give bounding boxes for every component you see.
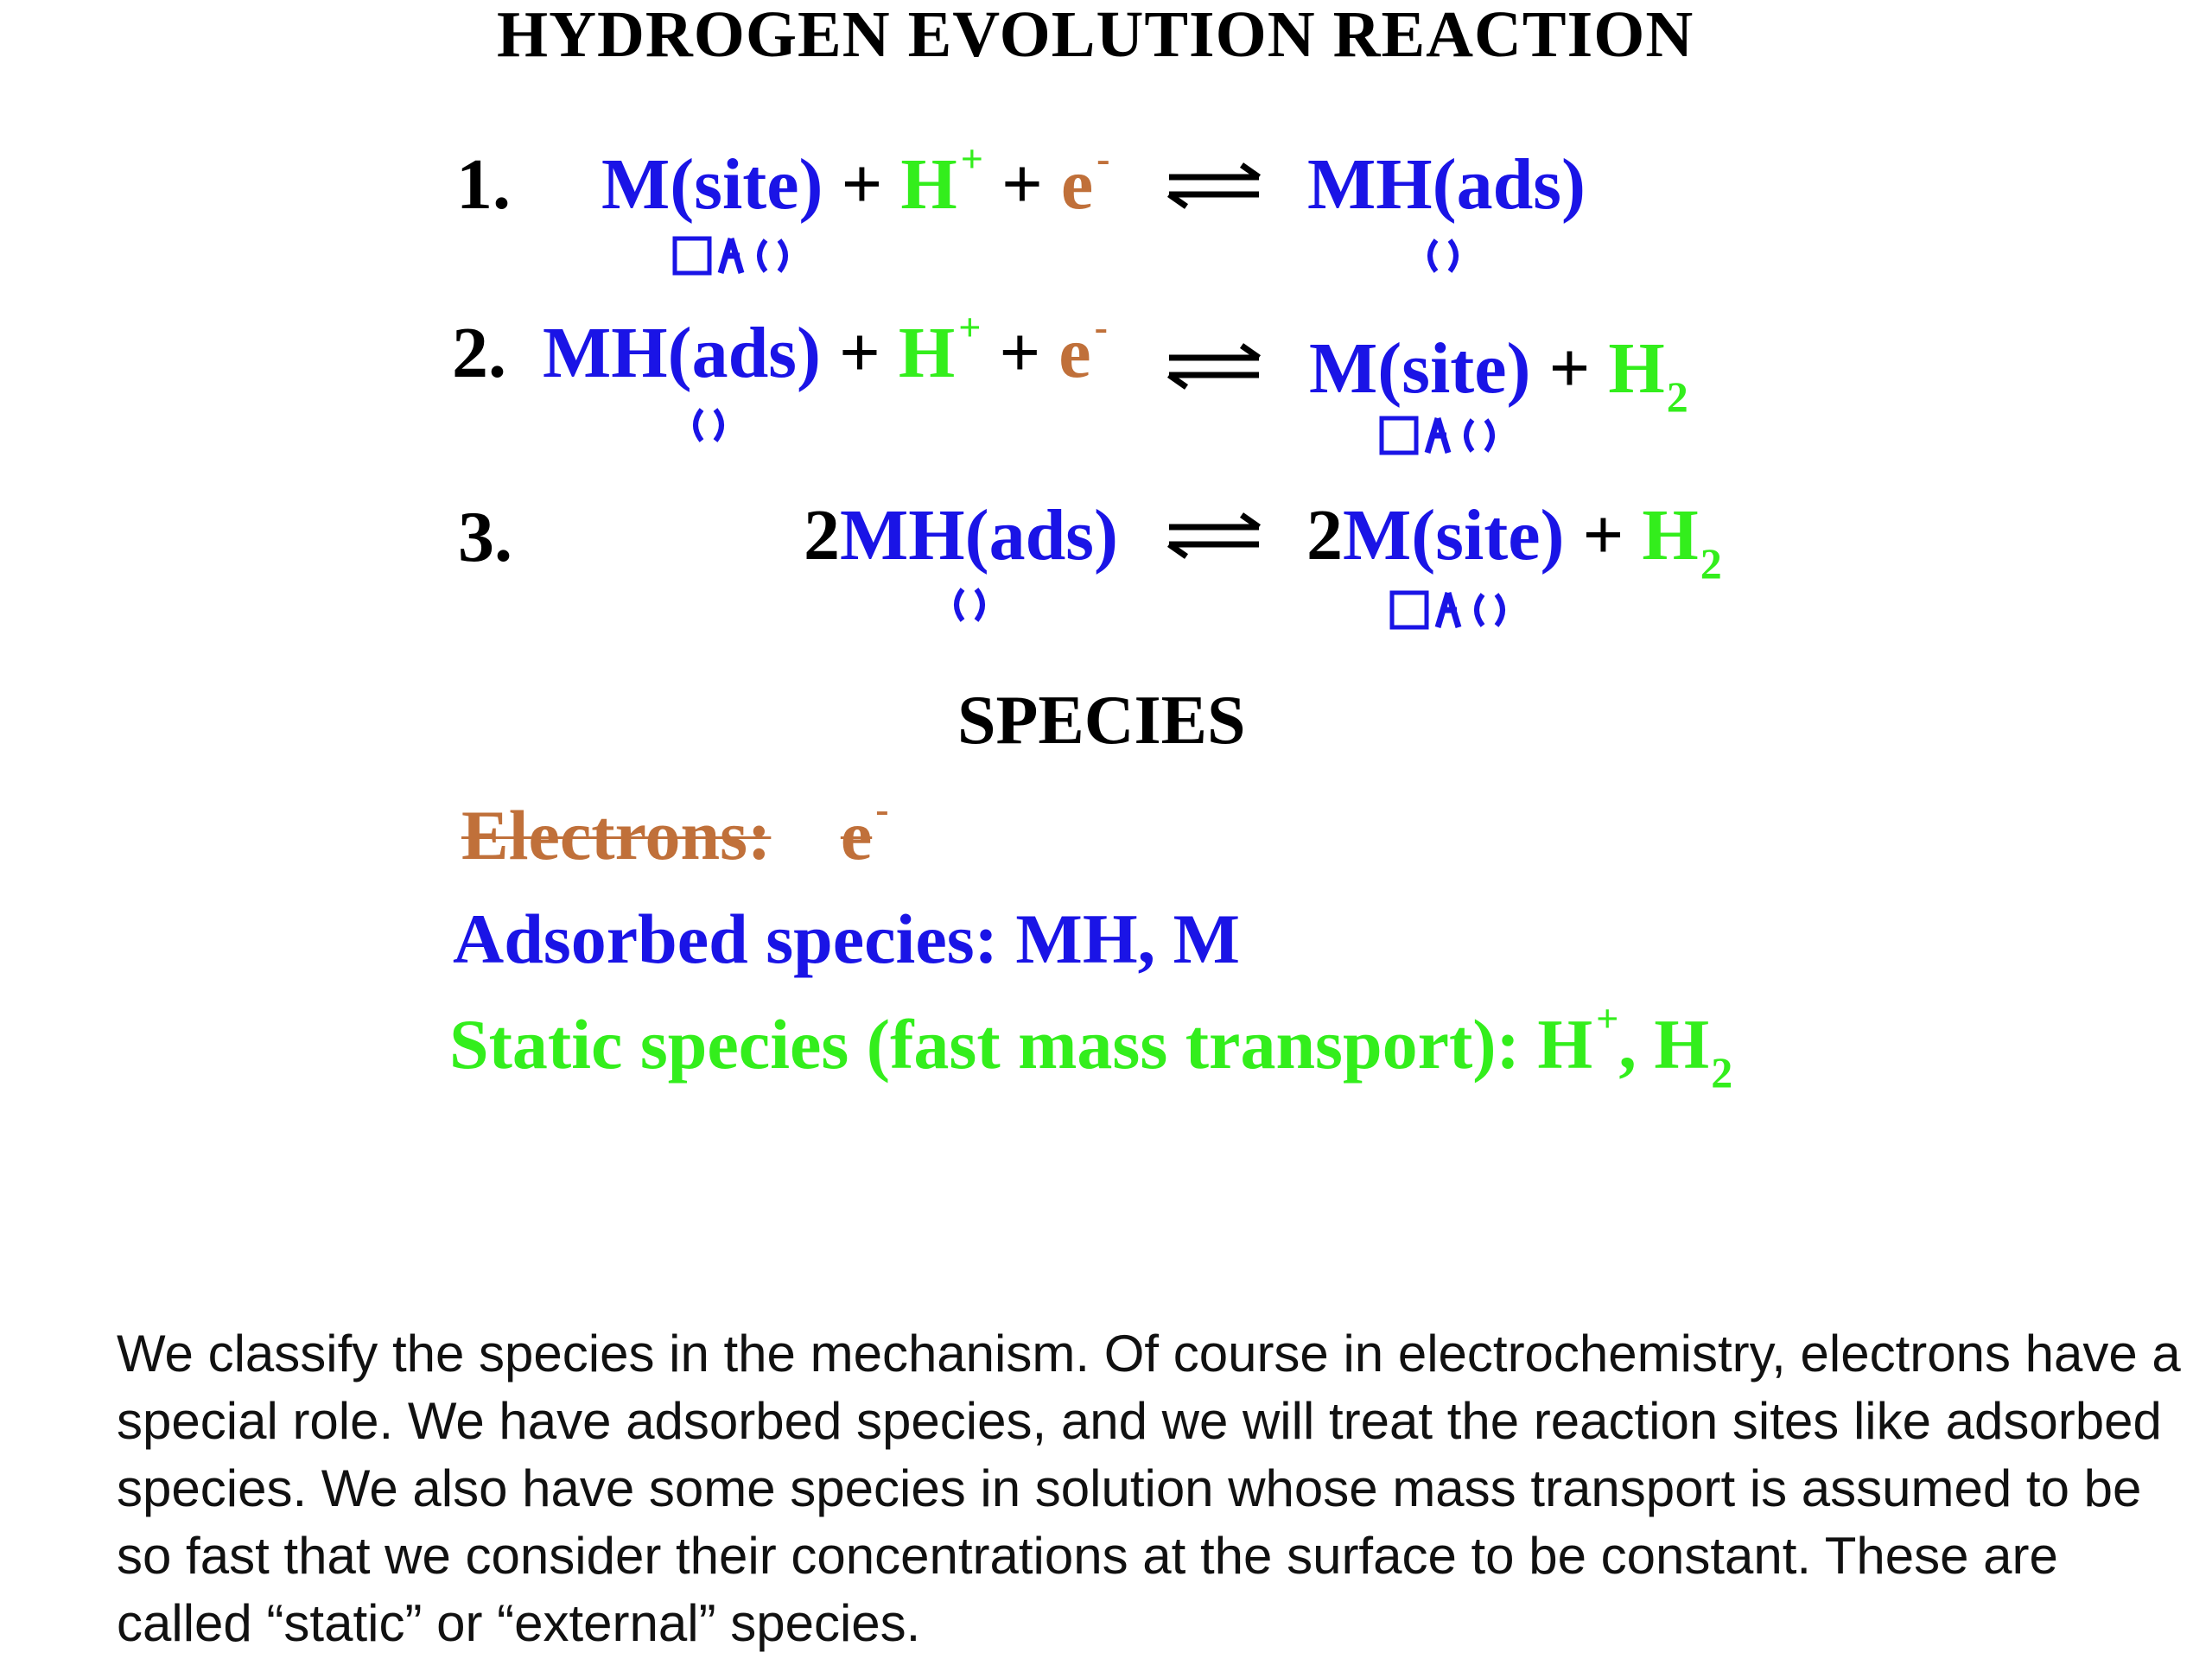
reaction-3-equilibrium-arrow bbox=[1162, 508, 1266, 560]
reaction-1-site-marks bbox=[672, 233, 810, 282]
reaction-2-number: 2. bbox=[452, 313, 506, 393]
reaction-2-plus-2: + bbox=[999, 313, 1041, 393]
electrons-charge: - bbox=[875, 787, 889, 831]
reaction-3-adsorbed: MH(ads) bbox=[840, 495, 1118, 575]
reaction-3-product-coefficient: 2 bbox=[1306, 495, 1343, 575]
reaction-1-plus-1: + bbox=[841, 144, 883, 225]
reaction-3-site: M(site) bbox=[1343, 495, 1565, 575]
reaction-1-equilibrium-arrow bbox=[1162, 158, 1266, 210]
species-heading: SPECIES bbox=[957, 683, 1246, 759]
reaction-2-plus-3: + bbox=[1548, 328, 1591, 409]
reaction-3-coefficient: 2 bbox=[804, 495, 840, 575]
reaction-2-adsorbed: MH(ads) bbox=[543, 313, 821, 393]
reaction-2-adsorbed-marks bbox=[690, 404, 728, 449]
reaction-2-rhs bbox=[1309, 328, 1688, 421]
page-title: HYDROGEN EVOLUTION REACTION bbox=[497, 0, 1694, 71]
electrons-label: Electrons: bbox=[461, 796, 772, 874]
reaction-3-plus: + bbox=[1582, 495, 1624, 575]
reaction-3-site-marks bbox=[1389, 588, 1528, 636]
reaction-2-electron: e- bbox=[1058, 305, 1108, 393]
reaction-1-proton: H+ bbox=[900, 137, 983, 225]
explanation-paragraph: We classify the species in the mechanism. Of course in electrochemistry, electrons have a special role. We have adsorbed species, and we will treat the reaction sites like adsorbed species. We also have some species in solution whose mass transport is assumed to be so fast that we consider their concentrations at the surface to be constant. These are called “static” or “external” species. bbox=[117, 1325, 2181, 1652]
reaction-3-adsorbed-marks bbox=[950, 584, 988, 629]
reaction-1-product-marks bbox=[1424, 235, 1462, 280]
reaction-1-plus-2: + bbox=[1001, 144, 1043, 225]
reaction-3-number: 3. bbox=[458, 497, 512, 577]
reaction-1-electron: e- bbox=[1060, 137, 1110, 225]
static-species-line bbox=[449, 996, 1733, 1096]
static-species-separator: , H bbox=[1618, 1005, 1710, 1084]
reaction-2-hydrogen: $H_2$ bbox=[1608, 328, 1688, 421]
reaction-2-proton: H+ bbox=[898, 305, 982, 393]
reaction-2-lhs bbox=[543, 305, 1108, 393]
reaction-1-number: 1. bbox=[456, 144, 511, 225]
electrons-symbol: e bbox=[840, 796, 873, 874]
reaction-3-rhs bbox=[1306, 495, 1722, 588]
reaction-2-site-marks bbox=[1379, 413, 1517, 461]
reaction-1-lhs bbox=[601, 137, 1110, 225]
adsorbed-species-line: Adsorbed species: MH, M bbox=[453, 899, 1241, 978]
reaction-1-site: M(site) bbox=[601, 144, 823, 225]
static-species-label: Static species (fast mass transport): H bbox=[449, 1005, 1593, 1084]
reaction-2-equilibrium-arrow bbox=[1162, 339, 1266, 391]
static-species-charge: + bbox=[1596, 996, 1619, 1040]
reaction-3-hydrogen: $H_2$ bbox=[1642, 495, 1722, 588]
reaction-3-lhs bbox=[804, 495, 1118, 575]
reaction-2-site: M(site) bbox=[1309, 328, 1531, 409]
electrons-line bbox=[461, 787, 889, 874]
reaction-2-plus-1: + bbox=[838, 313, 880, 393]
reaction-1-product: MH(ads) bbox=[1307, 144, 1586, 225]
static-species-subscript: 2 bbox=[1711, 1048, 1733, 1096]
